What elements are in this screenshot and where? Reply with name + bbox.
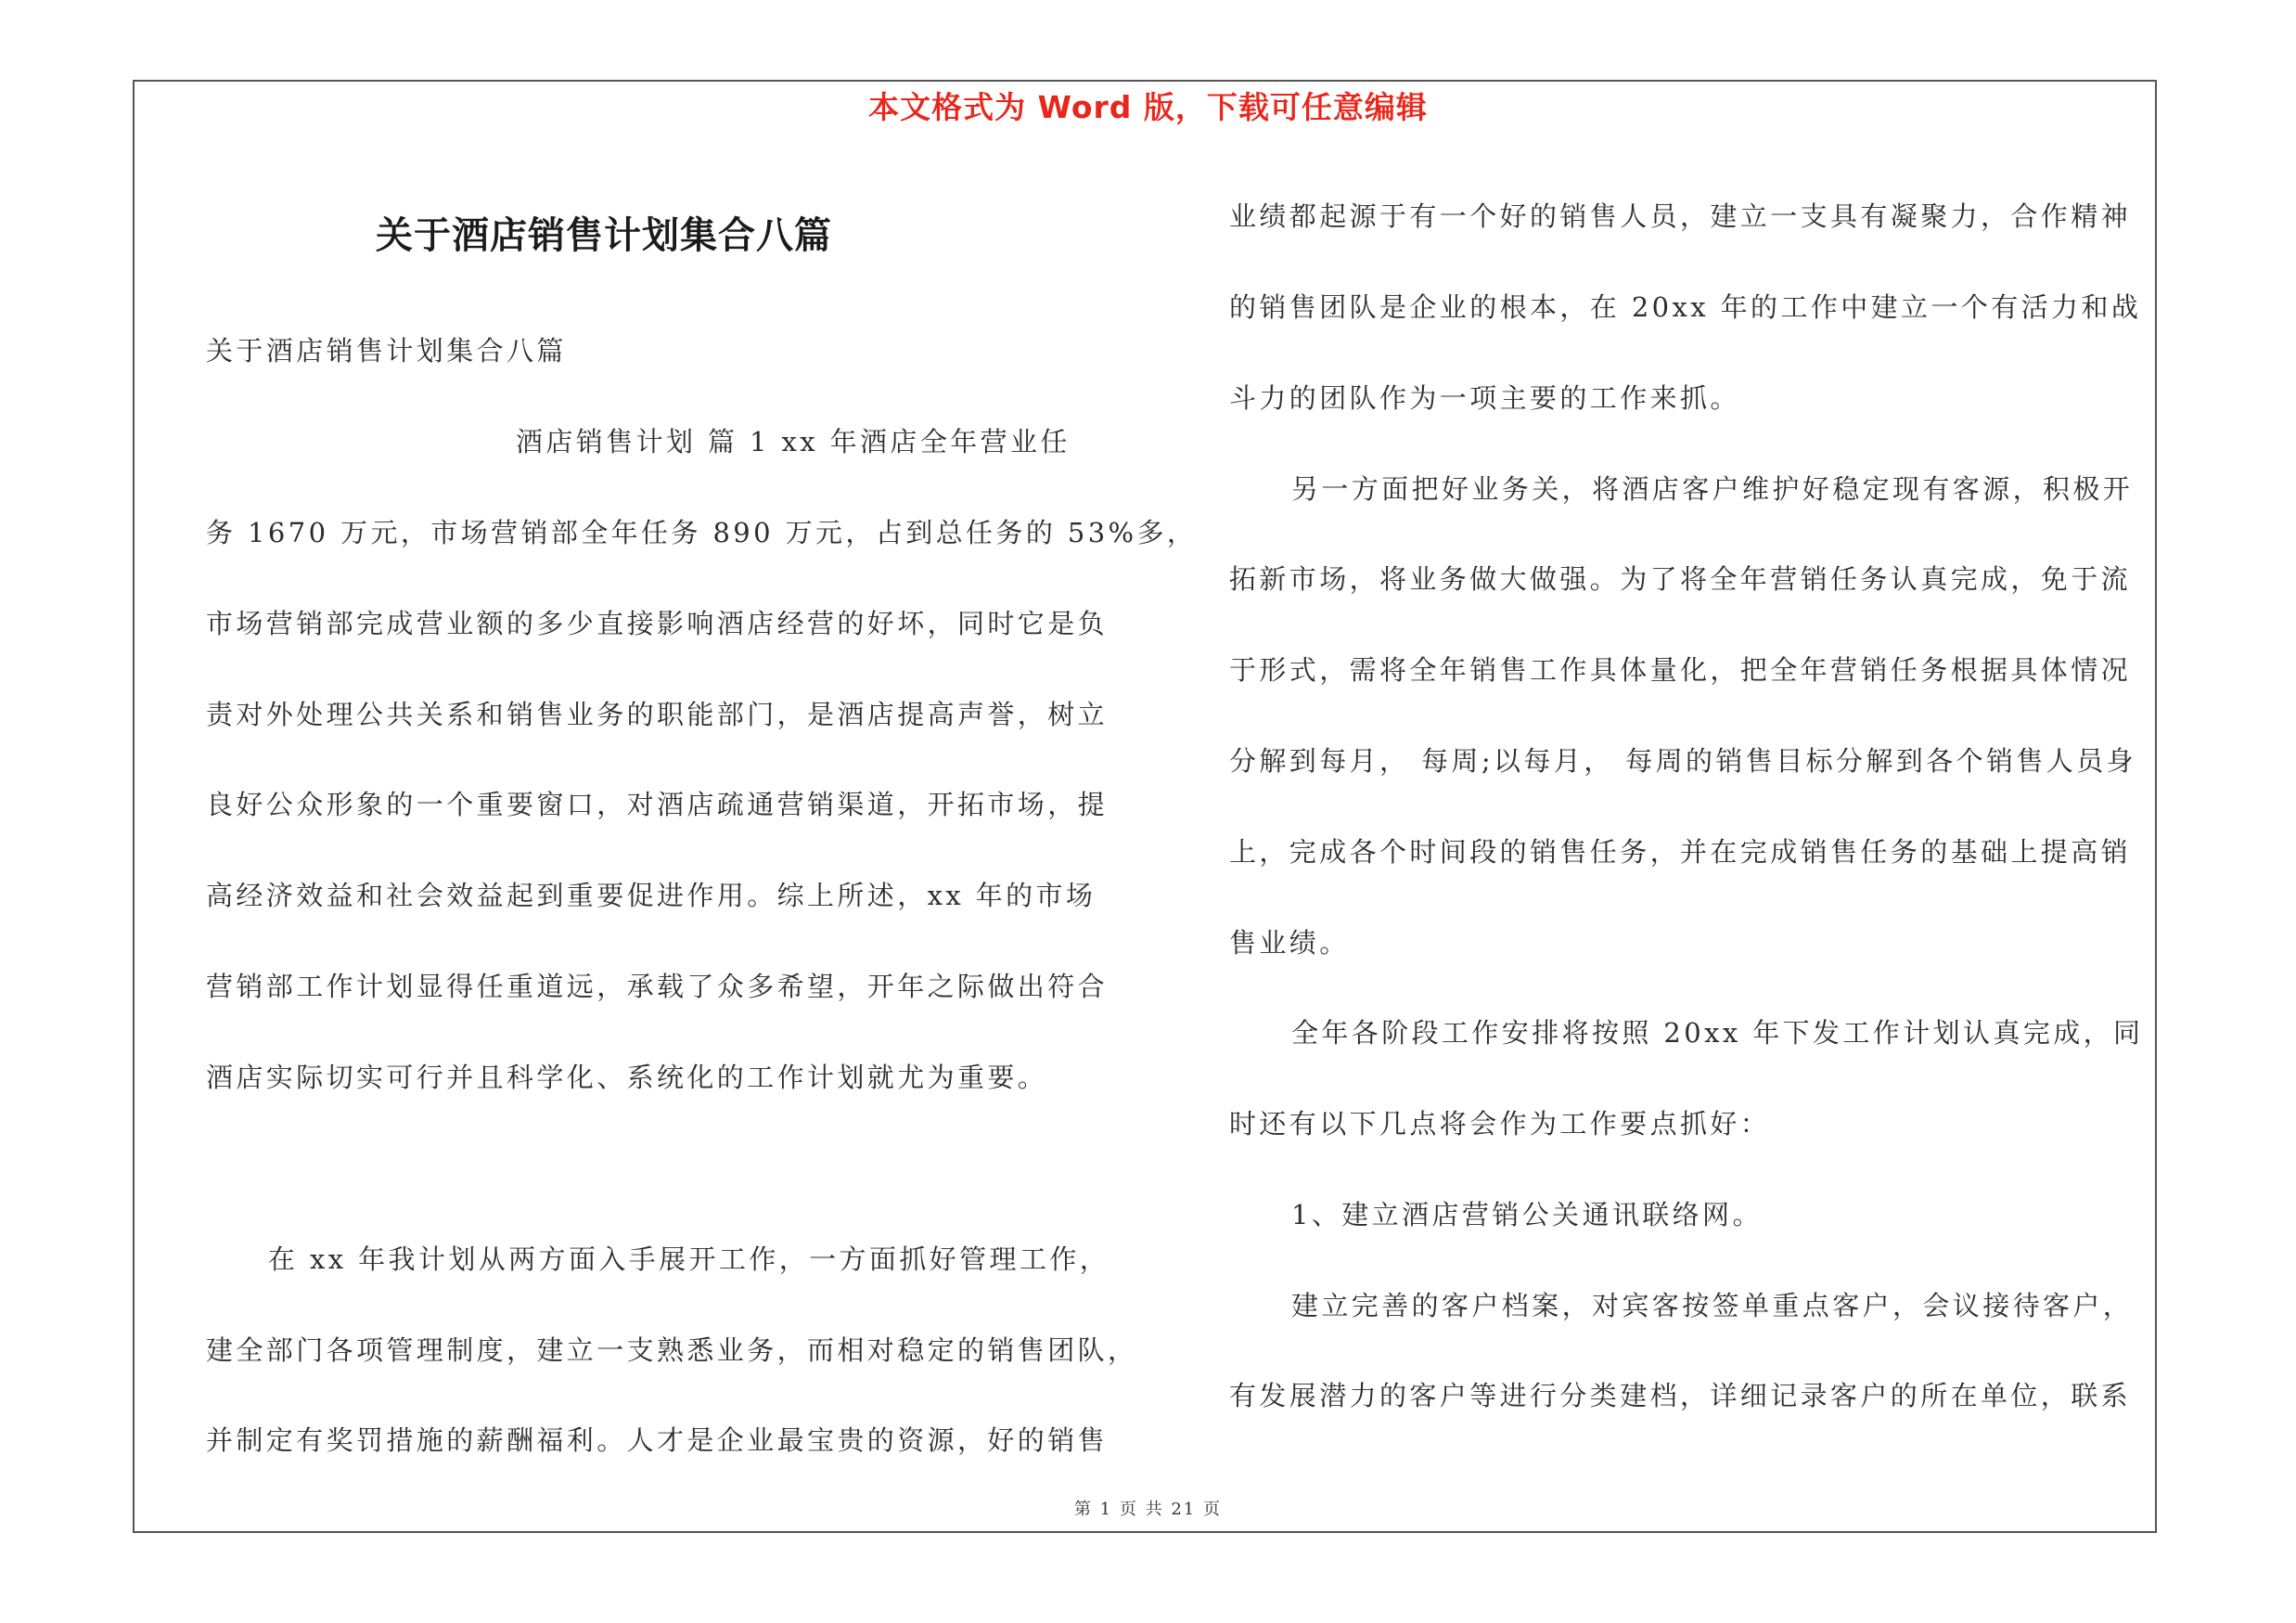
list-item: 1、建立酒店营销公关通讯联络网。: [1291, 1199, 1763, 1230]
paragraph-line: 良好公众形象的一个重要窗口，对酒店疏通营销渠道，开拓市场，提: [206, 789, 1109, 820]
paragraph-line: 酒店销售计划 篇 1 xx 年酒店全年营业任: [516, 426, 1071, 457]
paragraph-line: 在 xx 年我计划从两方面入手展开工作，一方面抓好管理工作，: [268, 1243, 1110, 1275]
paragraph-line: 建全部门各项管理制度，建立一支熟悉业务，而相对稳定的销售团队，: [206, 1334, 1138, 1366]
paragraph-line: 高经济效益和社会效益起到重要促进作用。综上所述，xx 年的市场: [206, 880, 1097, 911]
paragraph-line: 业绩都起源于有一个好的销售人员，建立一支具有凝聚力，合作精神: [1229, 200, 2132, 232]
document-title: 关于酒店销售计划集合八篇: [376, 213, 832, 257]
paragraph-line: 于形式，需将全年销售工作具体量化，把全年营销任务根据具体情况: [1229, 654, 2132, 686]
paragraph-line: 有发展潜力的客户等进行分类建档，详细记录客户的所在单位，联系: [1229, 1380, 2132, 1411]
paragraph-line: 责对外处理公共关系和销售业务的职能部门，是酒店提高声誉，树立: [206, 699, 1109, 730]
paragraph-line: 建立完善的客户档案，对宾客按签单重点客户，会议接待客户，: [1291, 1290, 2134, 1321]
paragraph-line: 斗力的团队作为一项主要的工作来抓。: [1229, 382, 1740, 414]
page-number: 第 1 页 共 21 页: [1074, 1500, 1222, 1519]
paragraph-line: 营销部工作计划显得任重道远，承载了众多希望，开年之际做出符合: [206, 971, 1109, 1002]
paragraph-line: 务 1670 万元，市场营销部全年任务 890 万元，占到总任务的 53%多，: [206, 517, 1198, 548]
paragraph-line: 酒店实际切实可行并且科学化、系统化的工作计划就尤为重要。: [206, 1062, 1048, 1093]
paragraph-line: 分解到每月， 每周;以每月， 每周的销售目标分解到各个销售人员身: [1229, 745, 2137, 777]
paragraph-line: 的销售团队是企业的根本，在 20xx 年的工作中建立一个有活力和战: [1229, 291, 2142, 323]
subtitle-line: 关于酒店销售计划集合八篇: [206, 335, 567, 367]
paragraph-line: 并制定有奖罚措施的薪酬福利。人才是企业最宝贵的资源，好的销售: [206, 1424, 1109, 1456]
paragraph-line: 全年各阶段工作安排将按照 20xx 年下发工作计划认真完成，同: [1291, 1017, 2144, 1049]
paragraph-line: 上，完成各个时间段的销售任务，并在完成销售任务的基础上提高销: [1229, 836, 2132, 868]
paragraph-line: 市场营销部完成营业额的多少直接影响酒店经营的好坏，同时它是负: [206, 608, 1109, 639]
paragraph-line: 另一方面把好业务关，将酒店客户维护好稳定现有客源，积极开: [1291, 473, 2134, 505]
format-banner: 本文格式为 Word 版，下载可任意编辑: [868, 89, 1428, 125]
paragraph-line: 售业绩。: [1229, 927, 1350, 959]
paragraph-line: 拓新市场，将业务做大做强。为了将全年营销任务认真完成，免于流: [1229, 563, 2132, 595]
paragraph-line: 时还有以下几点将会作为工作要点抓好：: [1229, 1108, 1771, 1140]
